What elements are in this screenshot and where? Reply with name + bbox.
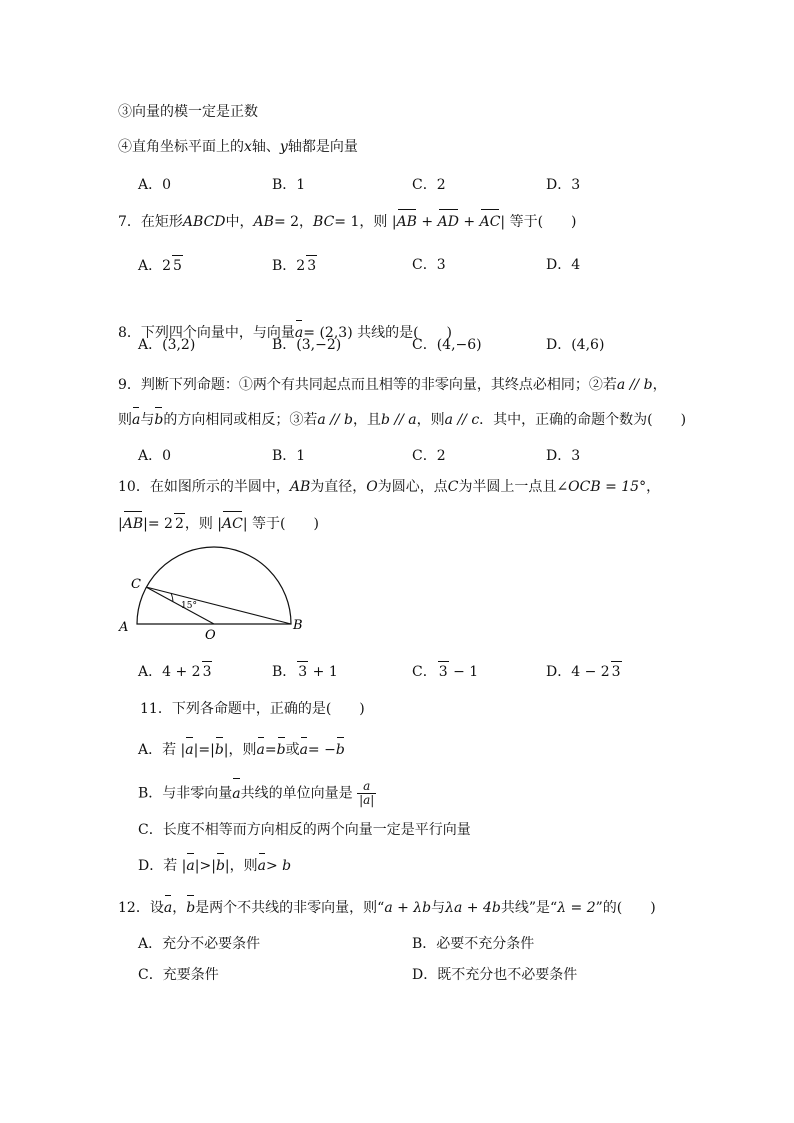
var-y: y — [279, 139, 288, 155]
vector-b: b — [154, 412, 164, 428]
text: B．与非零向量 — [138, 785, 233, 802]
text: 共线的单位向量是 — [240, 785, 353, 802]
q10-option-d[interactable] — [546, 661, 622, 682]
vector-ac: AC — [222, 516, 243, 532]
vector-a: a — [294, 325, 304, 341]
text: − 1 — [448, 664, 479, 680]
text: = 1 — [334, 214, 360, 230]
label-o: O — [205, 628, 216, 643]
sqrt: 2 — [174, 513, 185, 534]
var: BC — [313, 214, 335, 230]
text: |= 2 — [143, 516, 173, 532]
q12-stem — [118, 898, 656, 918]
q12-option-c[interactable]: C．充要条件 — [138, 967, 219, 983]
text: ， — [172, 900, 187, 916]
vector-a: a — [132, 412, 141, 428]
sqrt: 3 — [611, 661, 622, 682]
q8-option-d[interactable]: D．(4,6) — [546, 337, 605, 353]
vector-a: a — [185, 742, 194, 758]
vector-a: a — [299, 742, 308, 758]
denominator: |a| — [359, 793, 375, 807]
q11-option-a[interactable] — [138, 740, 345, 760]
text: 8．下列四个向量中，与向量 — [118, 325, 295, 341]
text: ， — [646, 479, 661, 495]
q9-option-d[interactable]: D．3 — [546, 448, 581, 464]
sqrt: 3 — [438, 661, 449, 682]
text: |，则 — [224, 858, 258, 874]
label: B． — [272, 664, 297, 680]
text: ，则 | — [184, 516, 223, 532]
vector-a: a — [257, 858, 266, 874]
text: | 等于( ) — [500, 214, 577, 230]
q12-option-b[interactable]: B．必要不充分条件 — [412, 936, 535, 952]
text: 为直径， — [310, 479, 367, 495]
text: 共线”是“ — [500, 900, 558, 916]
q9-option-a[interactable]: A．0 — [138, 448, 172, 464]
var: AB — [289, 479, 311, 495]
semicircle — [137, 547, 291, 624]
q7-option-d[interactable]: D．4 — [546, 257, 581, 273]
angle: ∠OCB = 15° — [556, 479, 647, 495]
vector-a: a — [163, 900, 173, 916]
var: ABCD — [182, 214, 226, 230]
text: ”的( ) — [595, 900, 656, 916]
var: AB — [253, 214, 274, 230]
q9-stem-line1 — [118, 375, 667, 395]
expr: a + λb — [384, 900, 432, 916]
q8-option-c[interactable]: C．(4,−6) — [412, 337, 482, 353]
text: = − — [307, 742, 336, 758]
text: ．其中，正确的命题个数为( ) — [479, 412, 687, 428]
text: 中， — [225, 214, 254, 230]
q8-option-b[interactable]: B．(3,−2) — [272, 337, 342, 353]
q7-option-a[interactable] — [138, 255, 183, 276]
expr: a // b — [317, 412, 353, 428]
sqrt: 5 — [172, 255, 183, 276]
text: A．若 | — [138, 742, 186, 758]
q10-option-b[interactable] — [272, 661, 338, 682]
vector-a: a — [256, 742, 265, 758]
text: ， — [652, 377, 667, 393]
text: ，则 — [416, 412, 445, 428]
text: > b — [265, 858, 292, 874]
text: + — [458, 214, 480, 230]
expr: λa + 4b — [445, 900, 501, 916]
q11-stem: 11．下列各命题中，正确的是( ) — [140, 701, 365, 717]
var: C — [447, 479, 459, 495]
text: 为半圆上一点且 — [458, 479, 557, 495]
vector-ab: AB — [122, 516, 144, 532]
expr: λ = 2 — [557, 900, 596, 916]
text: 与 — [140, 412, 155, 428]
q7-option-c[interactable]: C．3 — [412, 257, 446, 273]
segment-cb — [146, 587, 291, 624]
expr: b // a — [380, 412, 417, 428]
text: 的方向相同或相反；③若 — [163, 412, 318, 428]
label: B．2 — [272, 258, 306, 274]
q11-option-c[interactable]: C．长度不相等而方向相反的两个向量一定是平行向量 — [138, 822, 471, 838]
vector-b: b — [335, 742, 345, 758]
text: ④直角坐标平面上的 — [118, 139, 244, 155]
text: = — [264, 742, 277, 758]
label: A．2 — [138, 258, 172, 274]
text: 与 — [431, 900, 446, 916]
text: 7．在矩形 — [118, 214, 183, 230]
q9-option-b[interactable]: B．1 — [272, 448, 306, 464]
q12-option-d[interactable]: D．既不充分也不必要条件 — [412, 967, 578, 983]
var: O — [366, 479, 378, 495]
label-a: A — [119, 620, 129, 635]
vector-ad: AD — [437, 214, 459, 230]
text: + 1 — [308, 664, 338, 680]
vector-a: a — [232, 781, 240, 807]
text: D．若 | — [138, 858, 187, 874]
text: 则 — [118, 412, 132, 428]
q6-option-d[interactable]: D．3 — [546, 177, 581, 193]
label-angle: 15° — [181, 601, 197, 611]
vector-b: b — [186, 900, 196, 916]
statement-4 — [118, 137, 358, 157]
q10-stem-line1 — [118, 477, 660, 497]
q10-option-c[interactable] — [412, 661, 478, 682]
vector-ac: AC — [479, 214, 501, 230]
text: 轴、 — [251, 139, 280, 155]
q12-option-a[interactable]: A．充分不必要条件 — [138, 936, 261, 952]
label: D．4 − 2 — [546, 664, 610, 680]
unit-vector-fraction — [357, 780, 376, 807]
label-b: B — [293, 618, 303, 633]
sqrt: 3 — [202, 661, 213, 682]
label: A．4 + 2 — [138, 664, 201, 680]
q6-option-a[interactable]: A．0 — [138, 177, 172, 193]
statement-3: ③向量的模一定是正数 — [118, 104, 258, 120]
text: | — [118, 516, 123, 532]
text: |>| — [194, 858, 216, 874]
vector-a: a — [186, 858, 195, 874]
vector-ab: AB — [396, 214, 417, 230]
text: 10．在如图所示的半圆中， — [118, 479, 290, 495]
var-x: x — [244, 139, 252, 155]
text: 或 — [285, 742, 300, 758]
q8-option-a[interactable]: A．(3,2) — [138, 337, 196, 353]
text: ，且 — [352, 412, 381, 428]
expr: a // c — [444, 412, 480, 428]
text: 12．设 — [118, 900, 164, 916]
text: + — [416, 214, 438, 230]
q6-option-b[interactable]: B．1 — [272, 177, 306, 193]
numerator: a — [357, 780, 376, 794]
sqrt: 3 — [297, 661, 308, 682]
text: 是两个不共线的非零向量，则“ — [195, 900, 385, 916]
sqrt: 3 — [306, 255, 317, 276]
text: |=| — [193, 742, 215, 758]
q7-stem — [118, 212, 577, 232]
text: = (2,3) 共线的是( ) — [303, 325, 453, 341]
expr: a // b — [616, 377, 653, 393]
text: = 2 — [273, 214, 300, 230]
text: |，则 — [223, 742, 257, 758]
text: 为圆心，点 — [377, 479, 448, 495]
q10-stem-line2 — [118, 513, 319, 534]
vector-b: b — [215, 858, 225, 874]
q9-stem-line2 — [118, 410, 686, 430]
text: 轴都是向量 — [287, 139, 358, 155]
vector-b: b — [276, 742, 286, 758]
label: C． — [412, 664, 437, 680]
vector-b: b — [214, 742, 224, 758]
text: 9．判断下列命题：①两个有共同起点而且相等的非零向量，其终点必相同；②若 — [118, 377, 617, 393]
q7-option-b[interactable] — [272, 255, 317, 276]
text: ，则 | — [359, 214, 397, 230]
q9-option-c[interactable]: C．2 — [412, 448, 446, 464]
q6-option-c[interactable]: C．2 — [412, 177, 446, 193]
q10-option-a[interactable] — [138, 661, 212, 682]
semicircle-figure — [115, 545, 315, 645]
text: ， — [299, 214, 314, 230]
text: | 等于( ) — [242, 516, 319, 532]
segment-co — [146, 587, 214, 624]
q11-option-b[interactable] — [138, 780, 376, 807]
label-c: C — [131, 577, 141, 592]
q11-option-d[interactable] — [138, 856, 291, 876]
